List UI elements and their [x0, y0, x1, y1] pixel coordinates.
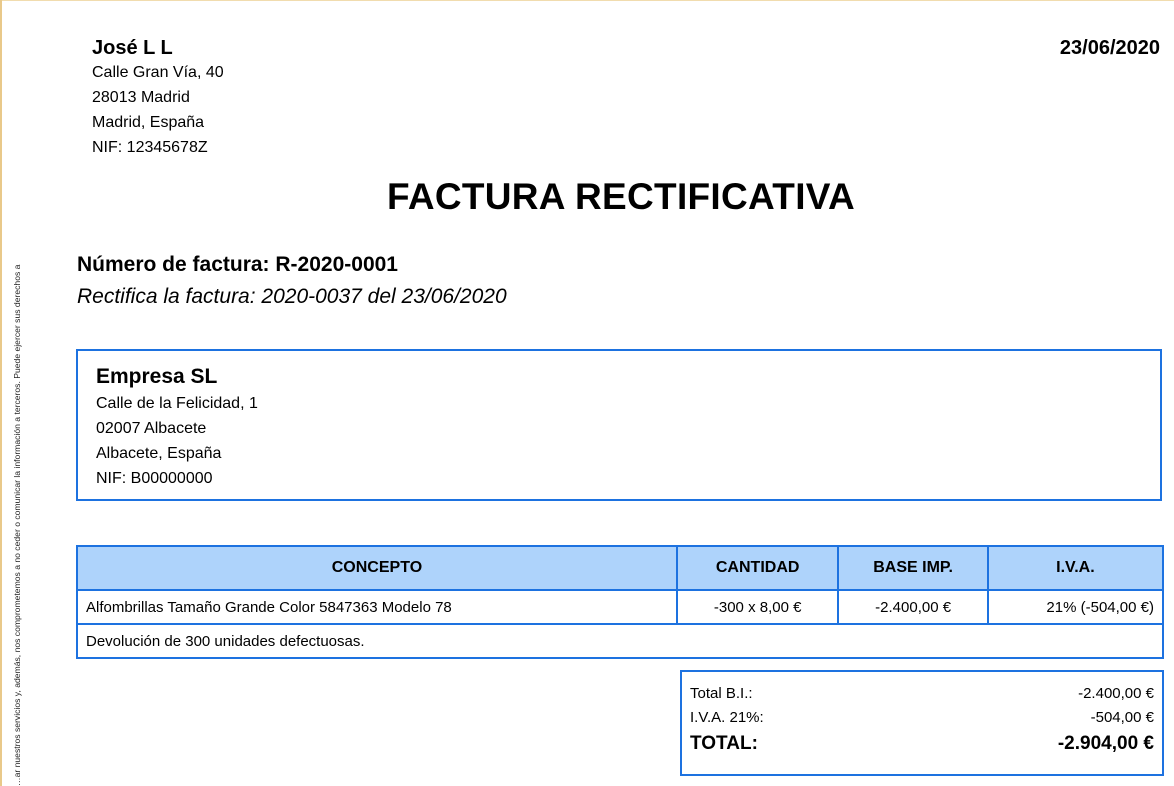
table-note-row: [77, 624, 1163, 658]
table-header-row: [77, 546, 1163, 590]
page-edge: [0, 0, 2, 786]
issuer-name: José L L: [92, 37, 173, 59]
table-row: [77, 590, 1163, 624]
invoice-number-label: Número de factura:: [77, 253, 270, 276]
client-region-country: Albacete, España: [96, 445, 222, 462]
total-base-label: Total B.I.:: [690, 685, 753, 702]
total-iva-value: -504,00 €: [1090, 709, 1154, 726]
client-postal-city: 02007 Albacete: [96, 420, 207, 437]
client-address: Calle de la Felicidad, 1: [96, 395, 258, 412]
header-concept: CONCEPTO: [77, 546, 677, 590]
header-base: BASE IMP.: [838, 546, 987, 590]
invoice-date: 23/06/2020: [1059, 37, 1160, 59]
issuer-region-country: Madrid, España: [92, 114, 205, 131]
client-tax-id: NIF: B00000000: [96, 470, 213, 487]
total-base-row: [690, 682, 1154, 706]
total-iva-row: [690, 706, 1154, 730]
row-note: Devolución de 300 unidades defectuosas.: [77, 624, 1163, 658]
client-box: [76, 349, 1162, 501]
grand-total-value: -2.904,00 €: [1057, 733, 1154, 754]
row-base: -2.400,00 €: [838, 590, 987, 624]
page-edge-top: [0, 0, 1174, 1]
invoice-number-value: R-2020-0001: [275, 253, 398, 276]
items-table: [76, 545, 1164, 659]
legal-side-note: …ar nuestros servicios y, además, nos comprometemos a no ceder o comunicar la información a terceros. Puede ejercer sus derechos a: [12, 264, 22, 786]
header-quantity: CANTIDAD: [677, 546, 839, 590]
total-iva-label: I.V.A. 21%:: [690, 709, 764, 726]
issuer-address: Calle Gran Vía, 40: [92, 64, 224, 81]
total-base-value: -2.400,00 €: [1078, 685, 1154, 702]
row-concept: Alfombrillas Tamaño Grande Color 5847363 Modelo 78: [77, 590, 677, 624]
totals-box: [680, 670, 1164, 776]
row-iva: 21% (-504,00 €): [988, 590, 1163, 624]
client-name: Empresa SL: [96, 365, 218, 388]
header-iva: I.V.A.: [988, 546, 1163, 590]
issuer-tax-id: NIF: 12345678Z: [92, 139, 208, 156]
invoice-number: [77, 253, 398, 277]
issuer-postal-city: 28013 Madrid: [92, 89, 190, 106]
rectified-invoice-reference: Rectifica la factura: 2020-0037 del 23/06/2020: [77, 285, 507, 308]
row-quantity: -300 x 8,00 €: [677, 590, 839, 624]
grand-total-row: [690, 730, 1154, 758]
issuer-block: [92, 36, 224, 160]
grand-total-label: TOTAL:: [690, 733, 758, 754]
document-title: FACTURA RECTIFICATIVA: [386, 176, 856, 217]
